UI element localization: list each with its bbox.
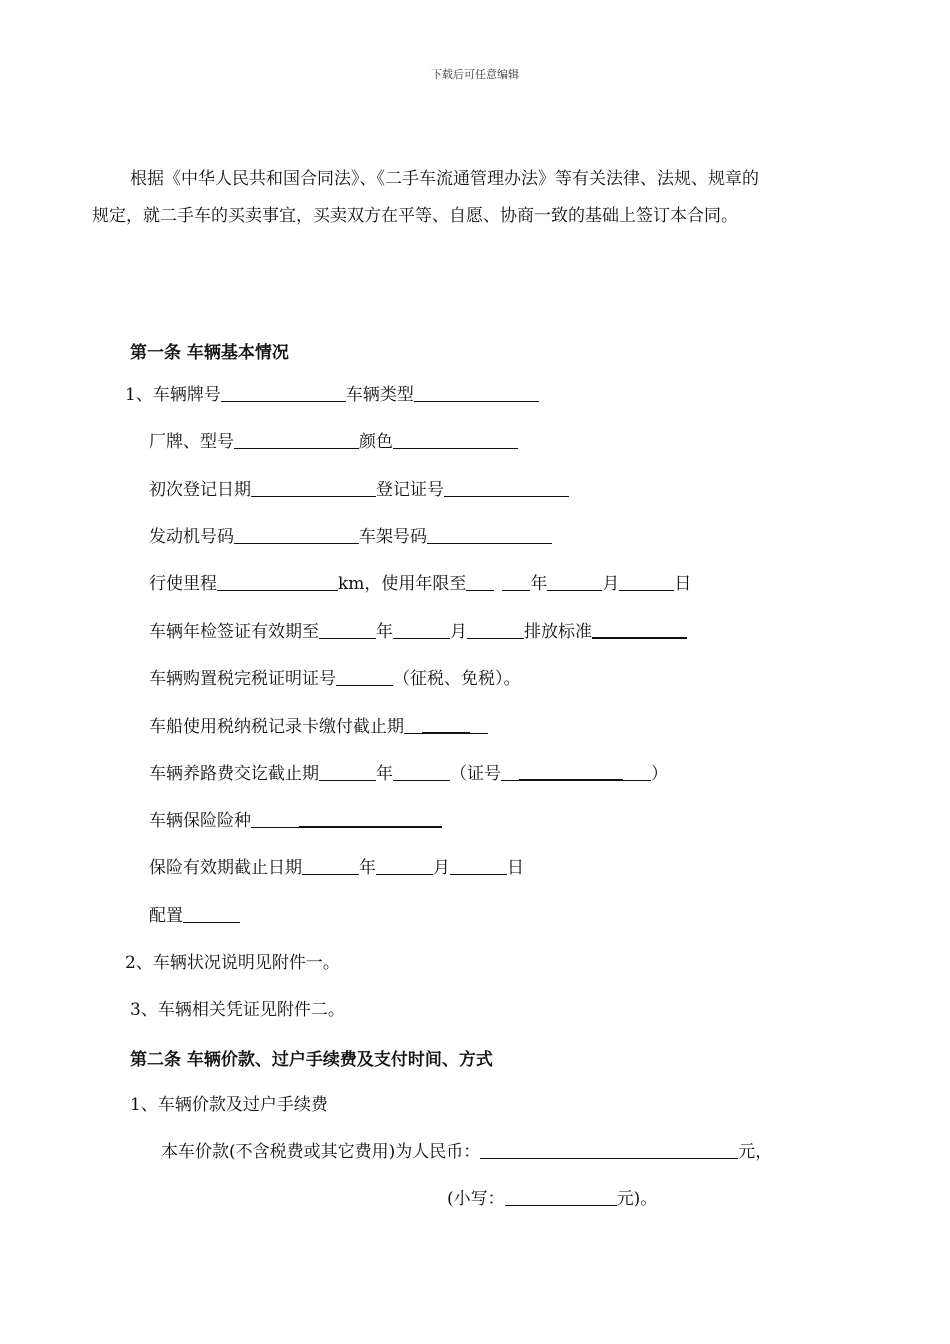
inspection-year-label: 年	[376, 622, 393, 642]
road-fee-cert-open: （证号	[450, 764, 501, 784]
price-yuan-label: 元，	[738, 1142, 773, 1162]
first-reg-date-blank[interactable]	[251, 495, 376, 497]
insurance-month-blank[interactable]	[376, 873, 433, 875]
price-uppercase-blank[interactable]	[480, 1157, 738, 1159]
price-lowercase-blank[interactable]	[505, 1204, 617, 1206]
article-1-item-2: 2、车辆状况说明见附件一。	[125, 953, 340, 973]
config-blank[interactable]	[183, 921, 240, 923]
year-label: 年	[530, 574, 548, 594]
vehicle-type-blank[interactable]	[414, 400, 539, 402]
purchase-tax-blank[interactable]	[336, 684, 393, 686]
purchase-tax-label: 车辆购置税完税证明证号	[149, 669, 336, 689]
month-label: 月	[602, 574, 620, 594]
field-row-engine	[149, 526, 552, 548]
vessel-tax-blank-c[interactable]	[470, 732, 488, 734]
page-header: 下载后可任意编辑	[431, 68, 519, 81]
insurance-year-blank[interactable]	[302, 873, 359, 875]
inspection-year-blank[interactable]	[319, 637, 376, 639]
article-1-item-3: 3、车辆相关凭证见附件二。	[130, 1000, 345, 1020]
plate-label: 1、车辆牌号	[125, 385, 221, 405]
plate-blank[interactable]	[221, 400, 346, 402]
config-label: 配置	[149, 906, 183, 926]
intro-line-1: 根据《中华人民共和国合同法》、《二手车流通管理办法》等有关法律、法规、规章的	[130, 169, 759, 189]
price-row	[161, 1141, 772, 1163]
price-label: 本车价款(不含税费或其它费用)为人民币：	[161, 1142, 481, 1162]
vessel-tax-blank-a[interactable]	[404, 732, 422, 734]
road-fee-label: 车辆养路费交讫截止期	[149, 764, 319, 784]
reg-cert-no-label: 登记证号	[376, 480, 444, 500]
intro-line-2: 规定，就二手车的买卖事宜，买卖双方在平等、自愿、协商一致的基础上签订本合同。	[92, 206, 738, 226]
vessel-tax-blank-b[interactable]	[422, 731, 470, 734]
frame-no-label: 车架号码	[359, 527, 427, 547]
use-limit-month-blank[interactable]	[547, 589, 602, 591]
insurance-type-blank-a[interactable]	[251, 826, 299, 828]
reg-cert-no-blank[interactable]	[444, 495, 569, 497]
vehicle-type-label: 车辆类型	[345, 385, 414, 405]
color-blank[interactable]	[393, 447, 518, 449]
inspection-month-label: 月	[450, 622, 467, 642]
field-row-insurance-valid	[149, 857, 524, 879]
km-use-limit-label: km，使用年限至	[338, 574, 467, 594]
field-row-road-fee	[149, 763, 668, 785]
field-row-insurance-type	[149, 810, 442, 832]
insurance-day-blank[interactable]	[450, 873, 507, 875]
field-row-vessel-tax	[149, 716, 488, 738]
inspection-day-blank[interactable]	[467, 637, 524, 639]
field-row-brand	[149, 431, 518, 453]
road-fee-month-blank[interactable]	[393, 779, 450, 781]
field-row-config	[149, 905, 240, 927]
field-row-purchase-tax	[149, 668, 521, 690]
mileage-label: 行使里程	[149, 574, 217, 594]
insurance-day-label: 日	[507, 858, 524, 878]
field-row-mileage	[149, 573, 691, 595]
mileage-blank[interactable]	[217, 589, 338, 591]
brand-model-blank[interactable]	[234, 447, 359, 449]
insurance-type-blank-b[interactable]	[299, 825, 442, 828]
road-fee-cert-blank-a[interactable]	[501, 779, 519, 781]
use-limit-blank-b[interactable]	[502, 589, 530, 591]
insurance-year-label: 年	[359, 858, 376, 878]
price-lowercase-row	[447, 1188, 657, 1210]
insurance-valid-label: 保险有效期截止日期	[149, 858, 302, 878]
frame-no-blank[interactable]	[427, 542, 552, 544]
article-2-title: 第二条 车辆价款、过户手续费及支付时间、方式	[130, 1050, 493, 1070]
emission-label: 排放标准	[524, 622, 592, 642]
first-reg-date-label: 初次登记日期	[149, 480, 251, 500]
lowercase-close-label: 元)。	[616, 1189, 658, 1209]
day-label: 日	[674, 574, 692, 594]
inspection-month-blank[interactable]	[393, 637, 450, 639]
insurance-type-label: 车辆保险险种	[149, 811, 251, 831]
color-label: 颜色	[359, 432, 393, 452]
article-2-item-1: 1、车辆价款及过户手续费	[130, 1095, 328, 1115]
vessel-tax-label: 车船使用税纳税记录卡缴付截止期	[149, 717, 404, 737]
brand-model-label: 厂牌、型号	[149, 432, 234, 452]
field-row-registration	[149, 479, 569, 501]
purchase-tax-note: （征税、免税）。	[393, 669, 521, 689]
insurance-month-label: 月	[433, 858, 450, 878]
field-row-plate	[125, 384, 539, 406]
field-row-inspection	[149, 621, 687, 643]
use-limit-day-blank[interactable]	[619, 589, 674, 591]
use-limit-blank-a[interactable]	[466, 589, 494, 591]
inspection-valid-label: 车辆年检签证有效期至	[149, 622, 319, 642]
road-fee-cert-close: ）	[651, 764, 668, 784]
road-fee-cert-blank-b[interactable]	[519, 778, 623, 781]
engine-no-blank[interactable]	[234, 542, 359, 544]
article-1-title: 第一条 车辆基本情况	[130, 343, 289, 363]
lowercase-open-label: (小写：	[447, 1189, 505, 1209]
engine-no-label: 发动机号码	[149, 527, 234, 547]
emission-blank[interactable]	[592, 636, 687, 639]
road-fee-year-label: 年	[376, 764, 393, 784]
road-fee-cert-blank-c[interactable]	[623, 779, 651, 781]
road-fee-year-blank[interactable]	[319, 779, 376, 781]
